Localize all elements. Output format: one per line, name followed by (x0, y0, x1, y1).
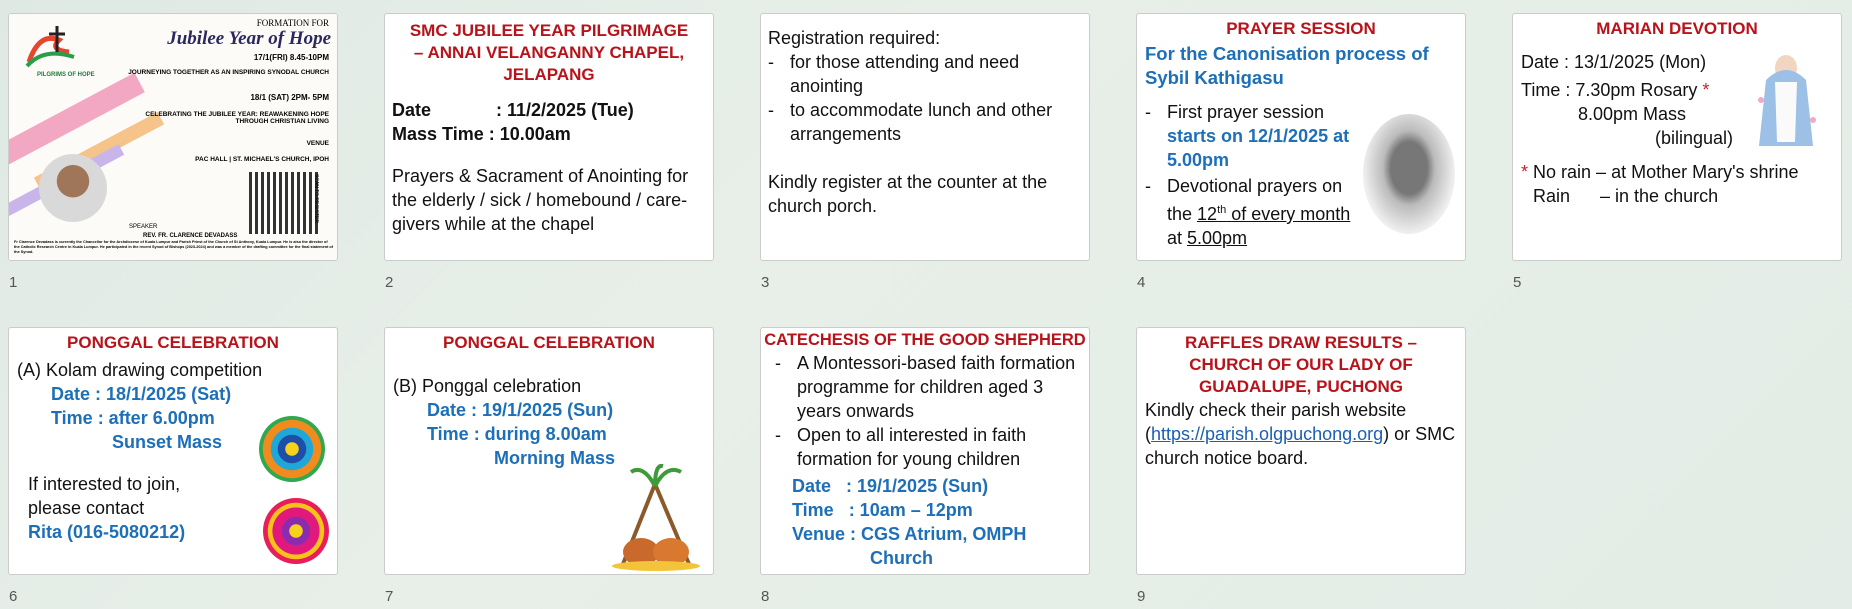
slide-title: CATECHESIS OF THE GOOD SHEPHERD (764, 331, 1086, 349)
slide-1[interactable] (8, 13, 338, 261)
scan-label: SCAN TO REGISTER (313, 174, 319, 223)
time-line: Time : during 8.00am (427, 424, 607, 444)
event-line: (B) Ponggal celebration (393, 376, 582, 396)
rain-note: Rain – in the church (1533, 186, 1719, 206)
portrait-photo (1363, 114, 1455, 234)
slide-9[interactable] (1136, 327, 1466, 575)
slide-5[interactable] (1512, 13, 1842, 261)
poster-date-1: 17/1(FRI) 8.45-10PM (253, 53, 329, 62)
date-line: Date : 19/1/2025 (Sun) (792, 476, 989, 496)
slide-number: 6 (9, 588, 18, 605)
contact-phone: Rita (016-5080212) (28, 522, 186, 542)
list-item: - Devotional prayers on the 12th of every month at 5.00pm (1145, 174, 1355, 250)
mary-image (1751, 50, 1821, 150)
date-line: Date : 13/1/2025 (Mon) (1521, 52, 1707, 72)
event-line: (A) Kolam drawing competition (17, 360, 263, 380)
contact-text: If interested to join, (28, 474, 181, 494)
venue-label: VENUE (306, 140, 329, 147)
list-item: - A Montessori-based faith formation programme for children aged 3 years onwards (775, 351, 1081, 423)
time-line-2: Morning Mass (494, 448, 616, 468)
slide-title: PONGGAL CELEBRATION (443, 333, 655, 352)
jubilee-poster (9, 14, 337, 260)
slide-number: 3 (761, 274, 770, 291)
bilingual-note: (bilingual) (1655, 128, 1734, 148)
poster-topic-1: JOURNEYING TOGETHER AS AN INSPIRING SYNODAL CHURCH (128, 69, 329, 76)
parish-website-link[interactable]: https://parish.olgpuchong.org (1151, 424, 1384, 444)
list-item: - Open to all interested in faith formation for young children (775, 423, 1081, 471)
slide-number: 1 (9, 274, 18, 291)
time-line: Time : after 6.00pm (51, 408, 215, 428)
mass-line: 8.00pm Mass (1578, 104, 1687, 124)
qr-code-icon (249, 172, 319, 234)
slide-title: MARIAN DEVOTION (1596, 19, 1758, 38)
raffle-text: Kindly check their parish website (https://parish.olgpuchong.org) or SMC church notice board. (1145, 400, 1456, 468)
slide-title: PRAYER SESSION (1226, 19, 1376, 38)
logo-text: PILGRIMS OF HOPE (37, 72, 95, 78)
slide-title: PONGGAL CELEBRATION (67, 333, 279, 352)
speaker-bio: Fr Clarence Devadass is currently the Chancellor for the Archdiocese of Kuala Lumpur and Parish Priest of the Church of St Anthony, Kuala Lumpur. He is also the director of the Catholic Research Centre in Kuala Lumpur. He participated in the recent Synod of Bishops (2023-2024) and was a member of the drafting committee for the final statement of the Synod. (14, 240, 334, 254)
intro-text: Registration required: (768, 28, 941, 48)
slide-title: RAFFLES DRAW RESULTS – CHURCH OF OUR LADY OF GUADALUPE, PUCHONG (1184, 333, 1418, 396)
speaker-photo (39, 154, 107, 222)
kolam-icon (259, 416, 325, 482)
slide-2[interactable] (384, 13, 714, 261)
kolam-icon (263, 498, 329, 564)
slide-number: 4 (1137, 274, 1146, 291)
date-line: Date : 19/1/2025 (Sun) (427, 400, 614, 420)
poster-venue: PAC HALL | ST. MICHAEL'S CHURCH, IPOH (195, 156, 329, 163)
slide-number: 5 (1513, 274, 1522, 291)
venue-line-2: Church (870, 548, 933, 568)
ponggal-pot-icon (603, 464, 709, 572)
slide-3[interactable] (760, 13, 1090, 261)
time-line: Time : 10am – 12pm (792, 500, 973, 520)
slide-number: 2 (385, 274, 394, 291)
slide-7[interactable] (384, 327, 714, 575)
date-line: Date : 18/1/2025 (Sat) (51, 384, 232, 404)
footer-text: Kindly register at the counter at the church porch. (768, 172, 1048, 216)
slide-number: 9 (1137, 588, 1146, 605)
rain-note: * No rain – at Mother Mary's shrine (1521, 162, 1799, 182)
venue-line: Venue : CGS Atrium, OMPH (792, 524, 1027, 544)
mass-time: Mass Time : 10.00am (392, 124, 571, 144)
speaker-label: SPEAKER (129, 224, 158, 230)
time-line-2: Sunset Mass (112, 432, 223, 452)
slide-4[interactable] (1136, 13, 1466, 261)
slide-6[interactable] (8, 327, 338, 575)
slide-number: 8 (761, 588, 770, 605)
logo-icon (19, 22, 81, 74)
list-item: - First prayer session starts on 12/1/2025 at 5.00pm (1145, 100, 1355, 172)
poster-date-2: 18/1 (SAT) 2PM- 5PM (250, 93, 329, 102)
speaker-name: REV. FR. CLARENCE DEVADASS (143, 233, 238, 239)
slide-title: SMC JUBILEE YEAR PILGRIMAGE – ANNAI VELANGANNY CHAPEL, JELAPANG (409, 21, 689, 84)
description: Prayers & Sacrament of Anointing for the elderly / sick / homebound / care-givers while at the chapel (392, 166, 689, 234)
poster-topic-2: CELEBRATING THE JUBILEE YEAR: REAWAKENING HOPE THROUGH CHRISTIAN LIVING (145, 111, 329, 125)
subtitle: For the Canonisation process of Sybil Kathigasu (1145, 43, 1429, 88)
slide-8[interactable] (760, 327, 1090, 575)
time-line: Time : 7.30pm Rosary * (1521, 80, 1710, 100)
list-item: - for those attending and need anointing (768, 50, 1082, 98)
slide-number: 7 (385, 588, 394, 605)
contact-text: please contact (28, 498, 145, 518)
poster-title: Jubilee Year of Hope (167, 28, 331, 49)
formation-for: FORMATION FOR (256, 18, 329, 28)
list-item: - to accommodate lunch and other arrangements (768, 98, 1082, 146)
date-line: Date : 11/2/2025 (Tue) (392, 100, 634, 120)
